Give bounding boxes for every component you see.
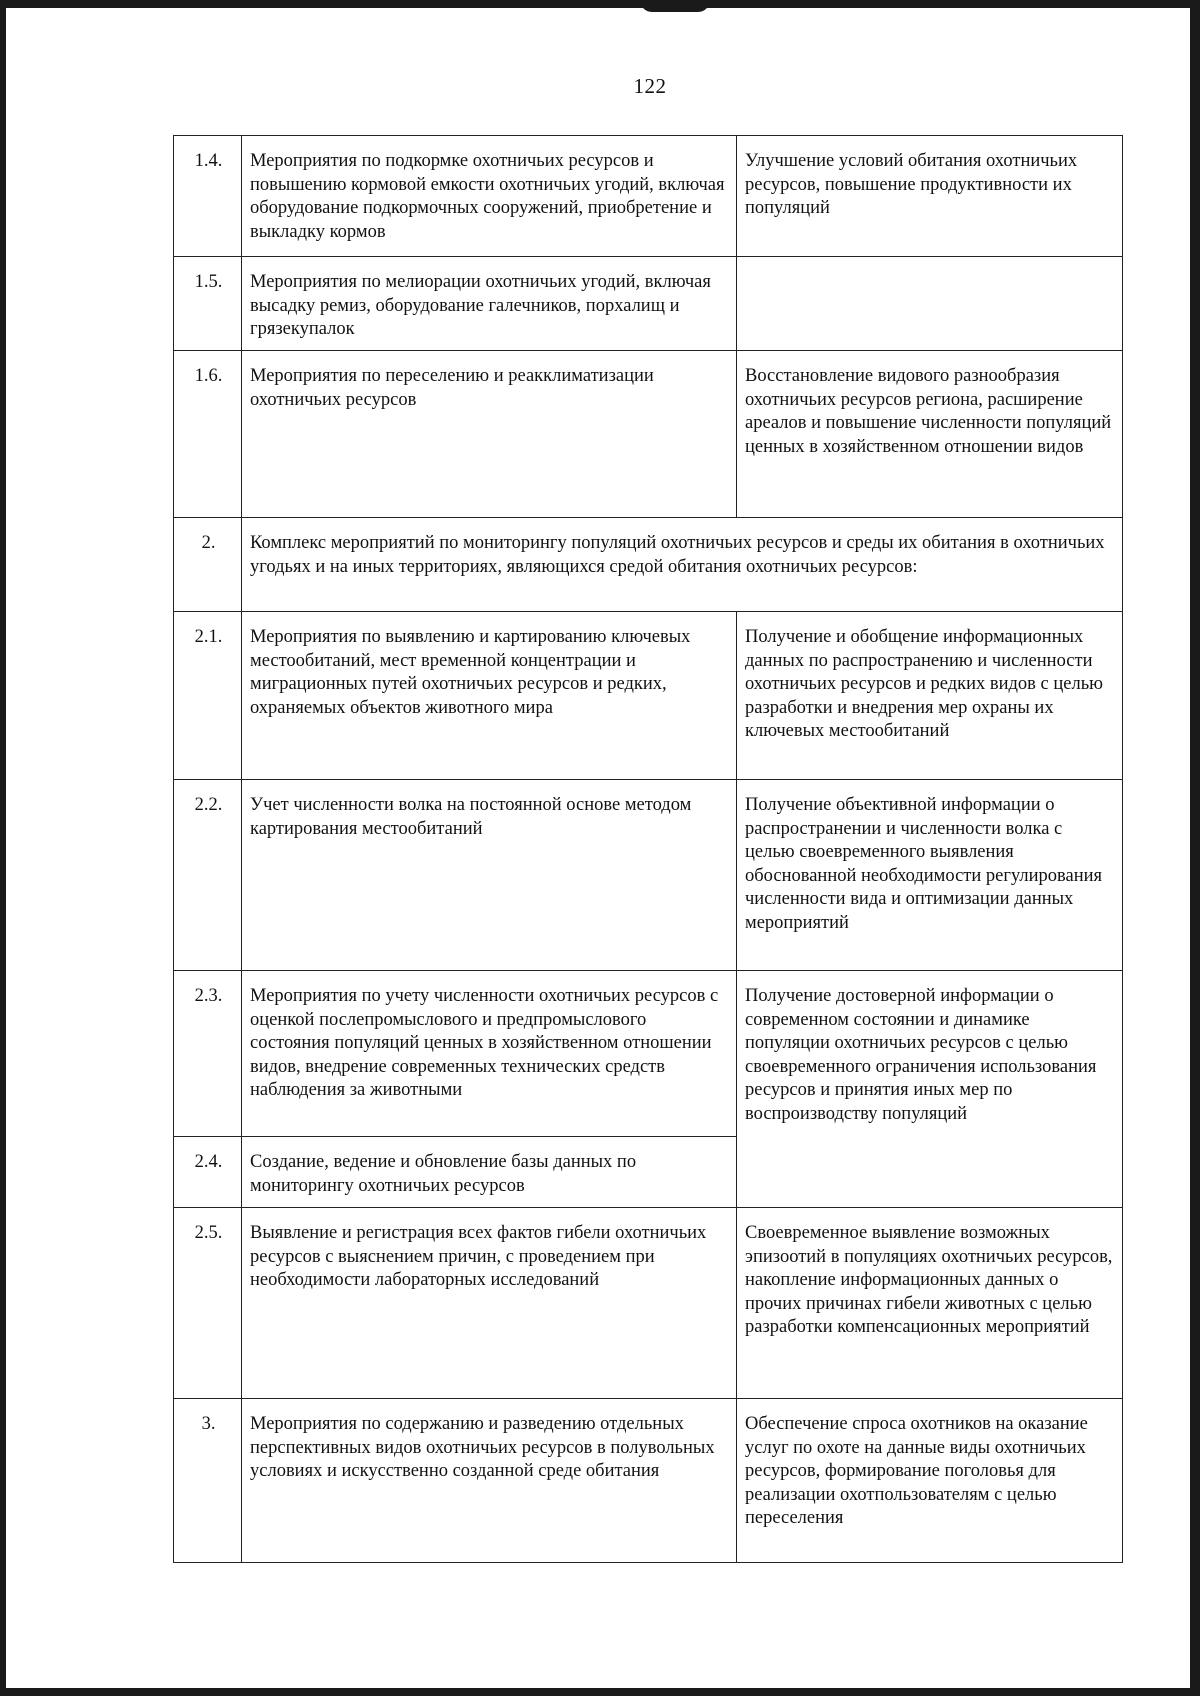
event-cell: Учет численности волка на постоянной основе методом картирования местообитаний: [242, 780, 737, 971]
event-cell: Мероприятия по выявлению и картированию ключевых местообитаний, мест временной концентрации и миграционных путей охотничьих ресурсов и редких, охраняемых объектов животного мира: [242, 612, 737, 780]
row-number: 2.: [174, 518, 242, 612]
event-cell: Мероприятия по мелиорации охотничьих угодий, включая высадку ремиз, оборудование галечников, порхалищ и грязекупалок: [242, 257, 737, 351]
event-cell: Мероприятия по переселению и реакклиматизации охотничьих ресурсов: [242, 351, 737, 518]
section-heading-cell: Комплекс мероприятий по мониторингу популяций охотничьих ресурсов и среды их обитания в охотничьих угодьях и на иных территориях, являющихся средой обитания охотничьих ресурсов:: [242, 518, 1123, 612]
row-number: 1.4.: [174, 136, 242, 257]
row-number: 2.4.: [174, 1137, 242, 1208]
table-row: [174, 612, 1123, 780]
section-row: [174, 518, 1123, 612]
row-number: 2.3.: [174, 971, 242, 1137]
table-row: [174, 780, 1123, 971]
row-number: 1.6.: [174, 351, 242, 518]
result-cell: [737, 257, 1123, 351]
result-cell: Восстановление видового разнообразия охотничьих ресурсов региона, расширение ареалов и повышение численности популяций ценных в хозяйственном отношении видов: [737, 351, 1123, 518]
scan-notch: [640, 0, 710, 12]
event-cell: Мероприятия по содержанию и разведению отдельных перспективных видов охотничьих ресурсов в полувольных условиях и искусственно созданной среде обитания: [242, 1399, 737, 1563]
result-cell: Улучшение условий обитания охотничьих ресурсов, повышение продуктивности их популяций: [737, 136, 1123, 257]
table-row: [174, 136, 1123, 257]
row-number: 1.5.: [174, 257, 242, 351]
result-cell: Получение объективной информации о распространении и численности волка с целью своевременного выявления обоснованной необходимости регулирования численности вида и оптимизации данных мероприятий: [737, 780, 1123, 971]
event-cell: Мероприятия по учету численности охотничьих ресурсов с оценкой послепромыслового и предпромыслового состояния популяций ценных в хозяйственном отношении видов, внедрение современных технических средств наблюдения за животными: [242, 971, 737, 1137]
result-cell: Своевременное выявление возможных эпизоотий в популяциях охотничьих ресурсов, накопление информационных данных о прочих причинах гибели животных с целью разработки компенсационных мероприятий: [737, 1208, 1123, 1399]
result-cell: Получение достоверной информации о современном состоянии и динамике популяции охотничьих ресурсов с целью своевременного ограничения использования ресурсов и принятия иных мер по воспроизводству популяций: [737, 971, 1123, 1208]
row-number: 2.1.: [174, 612, 242, 780]
row-number: 2.5.: [174, 1208, 242, 1399]
table-row: [174, 351, 1123, 518]
table-row: [174, 971, 1123, 1137]
event-cell: Мероприятия по подкормке охотничьих ресурсов и повышению кормовой емкости охотничьих угодий, включая оборудование подкормочных сооружений, приобретение и выкладку кормов: [242, 136, 737, 257]
page-number: 122: [633, 74, 667, 98]
result-cell: Обеспечение спроса охотников на оказание услуг по охоте на данные виды охотничьих ресурсов, формирование поголовья для реализации охотпользователям с целью переселения: [737, 1399, 1123, 1563]
measures-table: [173, 135, 1123, 1563]
table-row: [174, 257, 1123, 351]
event-cell: Создание, ведение и обновление базы данных по мониторингу охотничьих ресурсов: [242, 1137, 737, 1208]
event-cell: Выявление и регистрация всех фактов гибели охотничьих ресурсов с выяснением причин, с проведением при необходимости лабораторных исследований: [242, 1208, 737, 1399]
table-row: [174, 1399, 1123, 1563]
table-row: [174, 1208, 1123, 1399]
row-number: 3.: [174, 1399, 242, 1563]
result-cell: Получение и обобщение информационных данных по распространению и численности охотничьих ресурсов и редких видов с целью разработки и внедрения мер охраны их ключевых местообитаний: [737, 612, 1123, 780]
row-number: 2.2.: [174, 780, 242, 971]
